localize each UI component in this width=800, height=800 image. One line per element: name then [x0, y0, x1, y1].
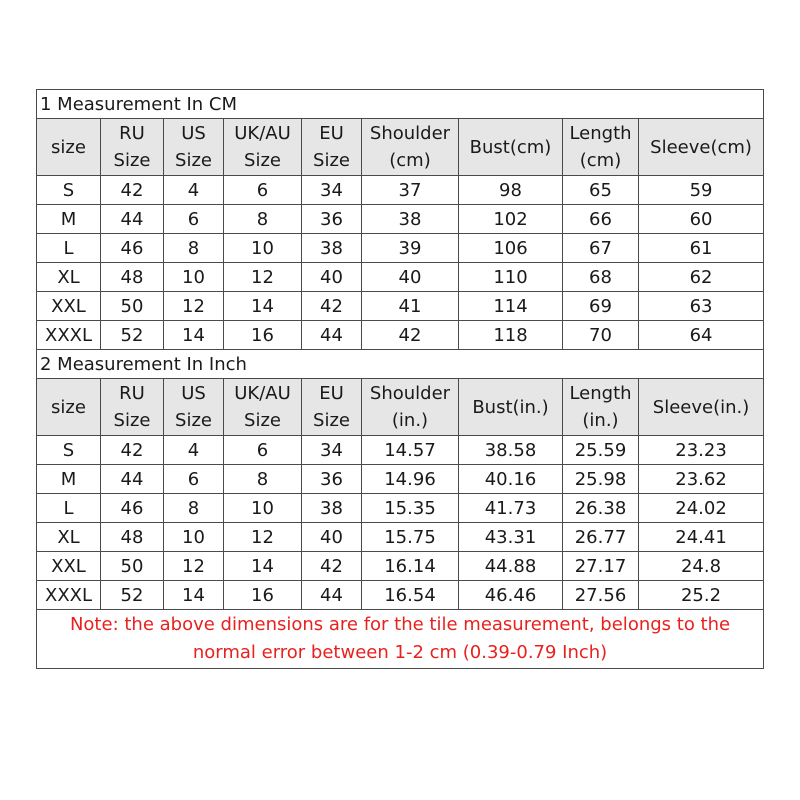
header-label: Bust(in.): [472, 396, 549, 418]
cell-shoulder: 14.96: [362, 465, 459, 494]
header-label: size: [51, 136, 86, 158]
cell-eu-size: 34: [302, 436, 362, 465]
cell-uk-au-size: 14: [224, 552, 302, 581]
header-label: (in.): [582, 410, 619, 431]
cell-ru-size: 42: [101, 176, 164, 205]
cell-shoulder: 37: [362, 176, 459, 205]
cell-us-size: 14: [164, 581, 224, 610]
cell-eu-size: 40: [302, 263, 362, 292]
cell-bust: 98: [459, 176, 563, 205]
cell-length: 25.59: [563, 436, 639, 465]
cell-uk-au-size: 8: [224, 205, 302, 234]
cell-eu-size: 44: [302, 321, 362, 350]
cell-us-size: 8: [164, 234, 224, 263]
cell-us-size: 8: [164, 494, 224, 523]
cell-size: M: [37, 205, 101, 234]
cell-sleeve: 24.02: [639, 494, 764, 523]
header-ru-size: [101, 379, 164, 436]
header-label: EU: [319, 383, 344, 404]
cell-ru-size: 44: [101, 465, 164, 494]
cell-ru-size: 48: [101, 523, 164, 552]
cell-uk-au-size: 12: [224, 523, 302, 552]
cell-eu-size: 38: [302, 234, 362, 263]
header-length: [563, 379, 639, 436]
cell-uk-au-size: 6: [224, 436, 302, 465]
header-row: [37, 379, 764, 436]
header-label: (in.): [391, 410, 429, 431]
cell-bust: 41.73: [459, 494, 563, 523]
cell-ru-size: 42: [101, 436, 164, 465]
cell-sleeve: 23.62: [639, 465, 764, 494]
header-us-size: [164, 379, 224, 436]
cell-us-size: 14: [164, 321, 224, 350]
header-shoulder: [362, 119, 459, 176]
header-label: (cm): [579, 150, 622, 171]
cell-size: L: [37, 494, 101, 523]
cell-eu-size: 40: [302, 523, 362, 552]
header-label: Sleeve(cm): [650, 136, 752, 158]
cell-sleeve: 24.8: [639, 552, 764, 581]
cell-sleeve: 24.41: [639, 523, 764, 552]
header-label: Length: [569, 383, 632, 404]
cell-shoulder: 39: [362, 234, 459, 263]
cell-ru-size: 52: [101, 321, 164, 350]
cell-us-size: 12: [164, 552, 224, 581]
cell-bust: 38.58: [459, 436, 563, 465]
table-row: [37, 234, 764, 263]
cell-bust: 102: [459, 205, 563, 234]
cell-eu-size: 34: [302, 176, 362, 205]
header-label: Length: [569, 123, 632, 144]
header-eu-size: [302, 119, 362, 176]
cell-size: M: [37, 465, 101, 494]
note-line-2: normal error between 1-2 cm (0.39-0.79 Inch): [192, 642, 608, 663]
cell-size: XXL: [37, 292, 101, 321]
table-row: [37, 523, 764, 552]
table-row: [37, 465, 764, 494]
cell-length: 66: [563, 205, 639, 234]
cell-shoulder: 14.57: [362, 436, 459, 465]
cell-uk-au-size: 14: [224, 292, 302, 321]
cell-shoulder: 16.14: [362, 552, 459, 581]
note-text: [37, 610, 764, 669]
header-label: (cm): [389, 150, 431, 171]
table-row: [37, 321, 764, 350]
table-row: [37, 263, 764, 292]
header-label: Size: [113, 410, 151, 431]
table-row: [37, 292, 764, 321]
cell-sleeve: 25.2: [639, 581, 764, 610]
header-label: UK/AU: [234, 123, 291, 144]
cell-bust: 40.16: [459, 465, 563, 494]
header-label: Shoulder: [369, 383, 451, 404]
cell-us-size: 4: [164, 436, 224, 465]
cell-bust: 46.46: [459, 581, 563, 610]
header-label: Size: [113, 150, 151, 171]
cell-us-size: 4: [164, 176, 224, 205]
cell-shoulder: 42: [362, 321, 459, 350]
cell-sleeve: 64: [639, 321, 764, 350]
header-label: Size: [244, 410, 281, 431]
cell-size: XL: [37, 263, 101, 292]
cell-length: 26.38: [563, 494, 639, 523]
cell-us-size: 10: [164, 263, 224, 292]
cell-ru-size: 46: [101, 494, 164, 523]
cell-length: 70: [563, 321, 639, 350]
cell-uk-au-size: 10: [224, 494, 302, 523]
note-line-1: Note: the above dimensions are for the tile measurement, belongs to the: [69, 614, 731, 635]
header-label: Size: [313, 410, 350, 431]
table-row: [37, 176, 764, 205]
cell-size: XXL: [37, 552, 101, 581]
table-row: [37, 205, 764, 234]
cell-length: 27.56: [563, 581, 639, 610]
header-label: Size: [244, 150, 281, 171]
cell-shoulder: 38: [362, 205, 459, 234]
cell-length: 27.17: [563, 552, 639, 581]
cell-length: 26.77: [563, 523, 639, 552]
header-uk-au-size: [224, 379, 302, 436]
cell-ru-size: 52: [101, 581, 164, 610]
table-row: [37, 581, 764, 610]
header-bust: [459, 119, 563, 176]
cell-uk-au-size: 16: [224, 581, 302, 610]
cell-eu-size: 42: [302, 292, 362, 321]
cell-sleeve: 60: [639, 205, 764, 234]
header-sleeve: [639, 119, 764, 176]
header-size: [37, 119, 101, 176]
cell-uk-au-size: 8: [224, 465, 302, 494]
cell-eu-size: 36: [302, 465, 362, 494]
cell-bust: 114: [459, 292, 563, 321]
header-label: US: [181, 383, 206, 404]
cell-size: S: [37, 176, 101, 205]
cell-bust: 118: [459, 321, 563, 350]
cell-bust: 106: [459, 234, 563, 263]
table-row: [37, 494, 764, 523]
cell-bust: 110: [459, 263, 563, 292]
cell-us-size: 6: [164, 465, 224, 494]
header-label: RU: [119, 123, 145, 144]
table-row: [37, 436, 764, 465]
cell-us-size: 10: [164, 523, 224, 552]
header-sleeve: [639, 379, 764, 436]
header-label: Sleeve(in.): [652, 396, 750, 418]
cell-sleeve: 61: [639, 234, 764, 263]
header-ru-size: [101, 119, 164, 176]
cell-shoulder: 15.35: [362, 494, 459, 523]
cell-sleeve: 59: [639, 176, 764, 205]
header-label: Size: [175, 410, 212, 431]
header-size: [37, 379, 101, 436]
cell-length: 25.98: [563, 465, 639, 494]
cell-eu-size: 38: [302, 494, 362, 523]
cell-ru-size: 50: [101, 552, 164, 581]
cell-uk-au-size: 10: [224, 234, 302, 263]
cell-shoulder: 15.75: [362, 523, 459, 552]
header-bust: [459, 379, 563, 436]
header-shoulder: [362, 379, 459, 436]
cell-ru-size: 46: [101, 234, 164, 263]
header-label: Shoulder: [369, 123, 451, 144]
section-title: 2 Measurement In Inch: [37, 350, 764, 379]
cell-us-size: 12: [164, 292, 224, 321]
cell-shoulder: 40: [362, 263, 459, 292]
header-label: RU: [119, 383, 145, 404]
section-title-row: [37, 350, 764, 379]
section-title-row: [37, 90, 764, 119]
cell-shoulder: 16.54: [362, 581, 459, 610]
cell-uk-au-size: 12: [224, 263, 302, 292]
cell-eu-size: 36: [302, 205, 362, 234]
cell-bust: 43.31: [459, 523, 563, 552]
cell-ru-size: 48: [101, 263, 164, 292]
table-row: [37, 552, 764, 581]
cell-sleeve: 63: [639, 292, 764, 321]
note-row: [37, 610, 764, 669]
header-label: Size: [313, 150, 350, 171]
cell-sleeve: 23.23: [639, 436, 764, 465]
cell-shoulder: 41: [362, 292, 459, 321]
cell-us-size: 6: [164, 205, 224, 234]
header-label: Size: [175, 150, 212, 171]
header-eu-size: [302, 379, 362, 436]
size-chart-table: [36, 89, 764, 669]
header-label: EU: [319, 123, 344, 144]
header-label: US: [181, 123, 206, 144]
cell-size: L: [37, 234, 101, 263]
cell-bust: 44.88: [459, 552, 563, 581]
header-us-size: [164, 119, 224, 176]
header-length: [563, 119, 639, 176]
cell-uk-au-size: 16: [224, 321, 302, 350]
header-uk-au-size: [224, 119, 302, 176]
cell-ru-size: 50: [101, 292, 164, 321]
cell-length: 69: [563, 292, 639, 321]
header-row: [37, 119, 764, 176]
cell-ru-size: 44: [101, 205, 164, 234]
cell-length: 67: [563, 234, 639, 263]
cell-size: XXXL: [37, 581, 101, 610]
cell-length: 65: [563, 176, 639, 205]
header-label: UK/AU: [234, 383, 291, 404]
header-label: size: [51, 396, 86, 418]
cell-length: 68: [563, 263, 639, 292]
cell-sleeve: 62: [639, 263, 764, 292]
cell-eu-size: 42: [302, 552, 362, 581]
header-label: Bust(cm): [469, 136, 552, 158]
cell-size: S: [37, 436, 101, 465]
cell-eu-size: 44: [302, 581, 362, 610]
size-chart: [36, 89, 763, 669]
cell-size: XL: [37, 523, 101, 552]
section-title: 1 Measurement In CM: [37, 90, 764, 119]
cell-size: XXXL: [37, 321, 101, 350]
cell-uk-au-size: 6: [224, 176, 302, 205]
